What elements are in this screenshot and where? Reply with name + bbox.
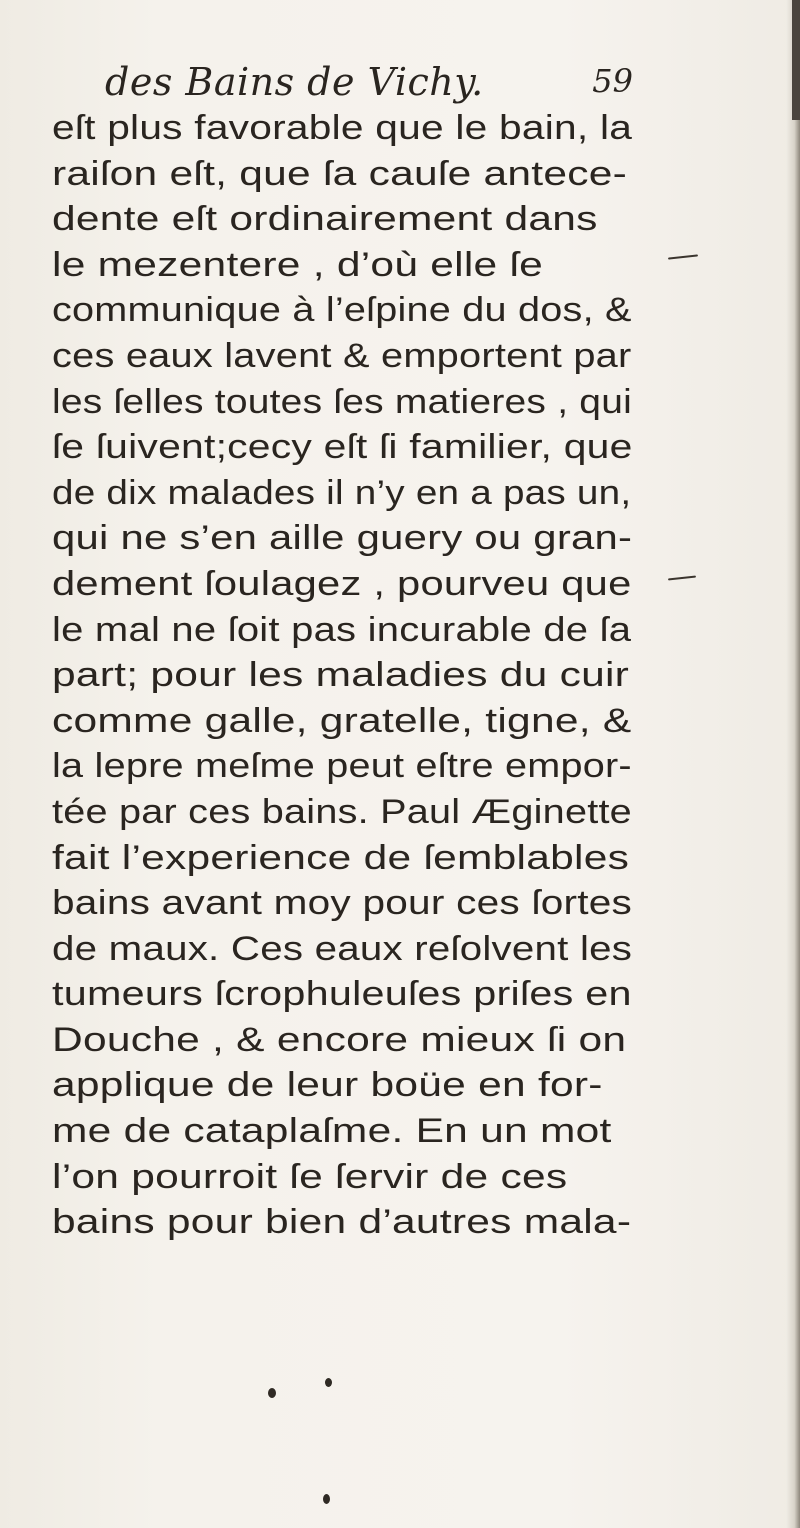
- text-line: raiſon eſt, que ſa cauſe antece-: [52, 154, 628, 193]
- text-line: communique à l’eſpine du dos, &: [52, 291, 632, 330]
- text-line: de maux. Ces eaux reſolvent les: [52, 929, 633, 968]
- text-line: dente eſt ordinairement dans: [52, 200, 598, 239]
- text-line: bains avant moy pour ces ſortes: [52, 884, 633, 923]
- text-line: tée par ces bains. Paul Æginette: [52, 792, 632, 831]
- text-line: les ſelles toutes ſes matieres , qui: [52, 382, 632, 421]
- text-line: part; pour les maladies du cuir: [52, 656, 630, 695]
- text-line: comme galle, gratelle, tigne, &: [52, 701, 632, 740]
- body-text: [52, 106, 632, 1246]
- page-edge-dark: [792, 0, 800, 120]
- running-head: des Bains de Vichy.: [105, 60, 484, 104]
- text-line: l’on pourroit ſe ſervir de ces: [52, 1157, 568, 1196]
- page-header: [105, 60, 645, 110]
- text-line: tumeurs ſcrophuleuſes priſes en: [52, 975, 632, 1014]
- ink-speck: [323, 1494, 330, 1504]
- text-line: Douche , & encore mieux ſi on: [52, 1020, 627, 1059]
- text-line: qui ne s’en aille guery ou gran-: [52, 519, 633, 558]
- text-line: eſt plus favorable que le bain, la: [52, 109, 633, 147]
- text-line: la lepre meſme peut eſtre empor-: [52, 747, 632, 786]
- page-edge-shadow: [786, 0, 800, 1528]
- text-line: le mezentere , d’où elle ſe: [52, 245, 544, 284]
- text-line: ces eaux lavent & emportent par: [52, 336, 632, 375]
- text-line: bains pour bien d’autres mala-: [52, 1203, 632, 1242]
- page-number: 59: [592, 62, 633, 100]
- text-line: le mal ne ſoit pas incurable de ſa: [52, 610, 632, 649]
- ink-speck: [325, 1378, 332, 1387]
- ink-speck: [268, 1388, 276, 1398]
- text-line: de dix malades il n’y en a pas un,: [52, 473, 632, 512]
- text-line: ſe ſuivent;cecy eſt ſi familier, que: [52, 428, 633, 467]
- text-line: me de cataplaſme. En un mot: [52, 1112, 612, 1151]
- text-line: fait l’experience de ſemblables: [52, 838, 630, 877]
- text-line: applique de leur boüe en for-: [52, 1066, 603, 1105]
- text-line: dement ſoulagez , pourveu que: [52, 564, 632, 603]
